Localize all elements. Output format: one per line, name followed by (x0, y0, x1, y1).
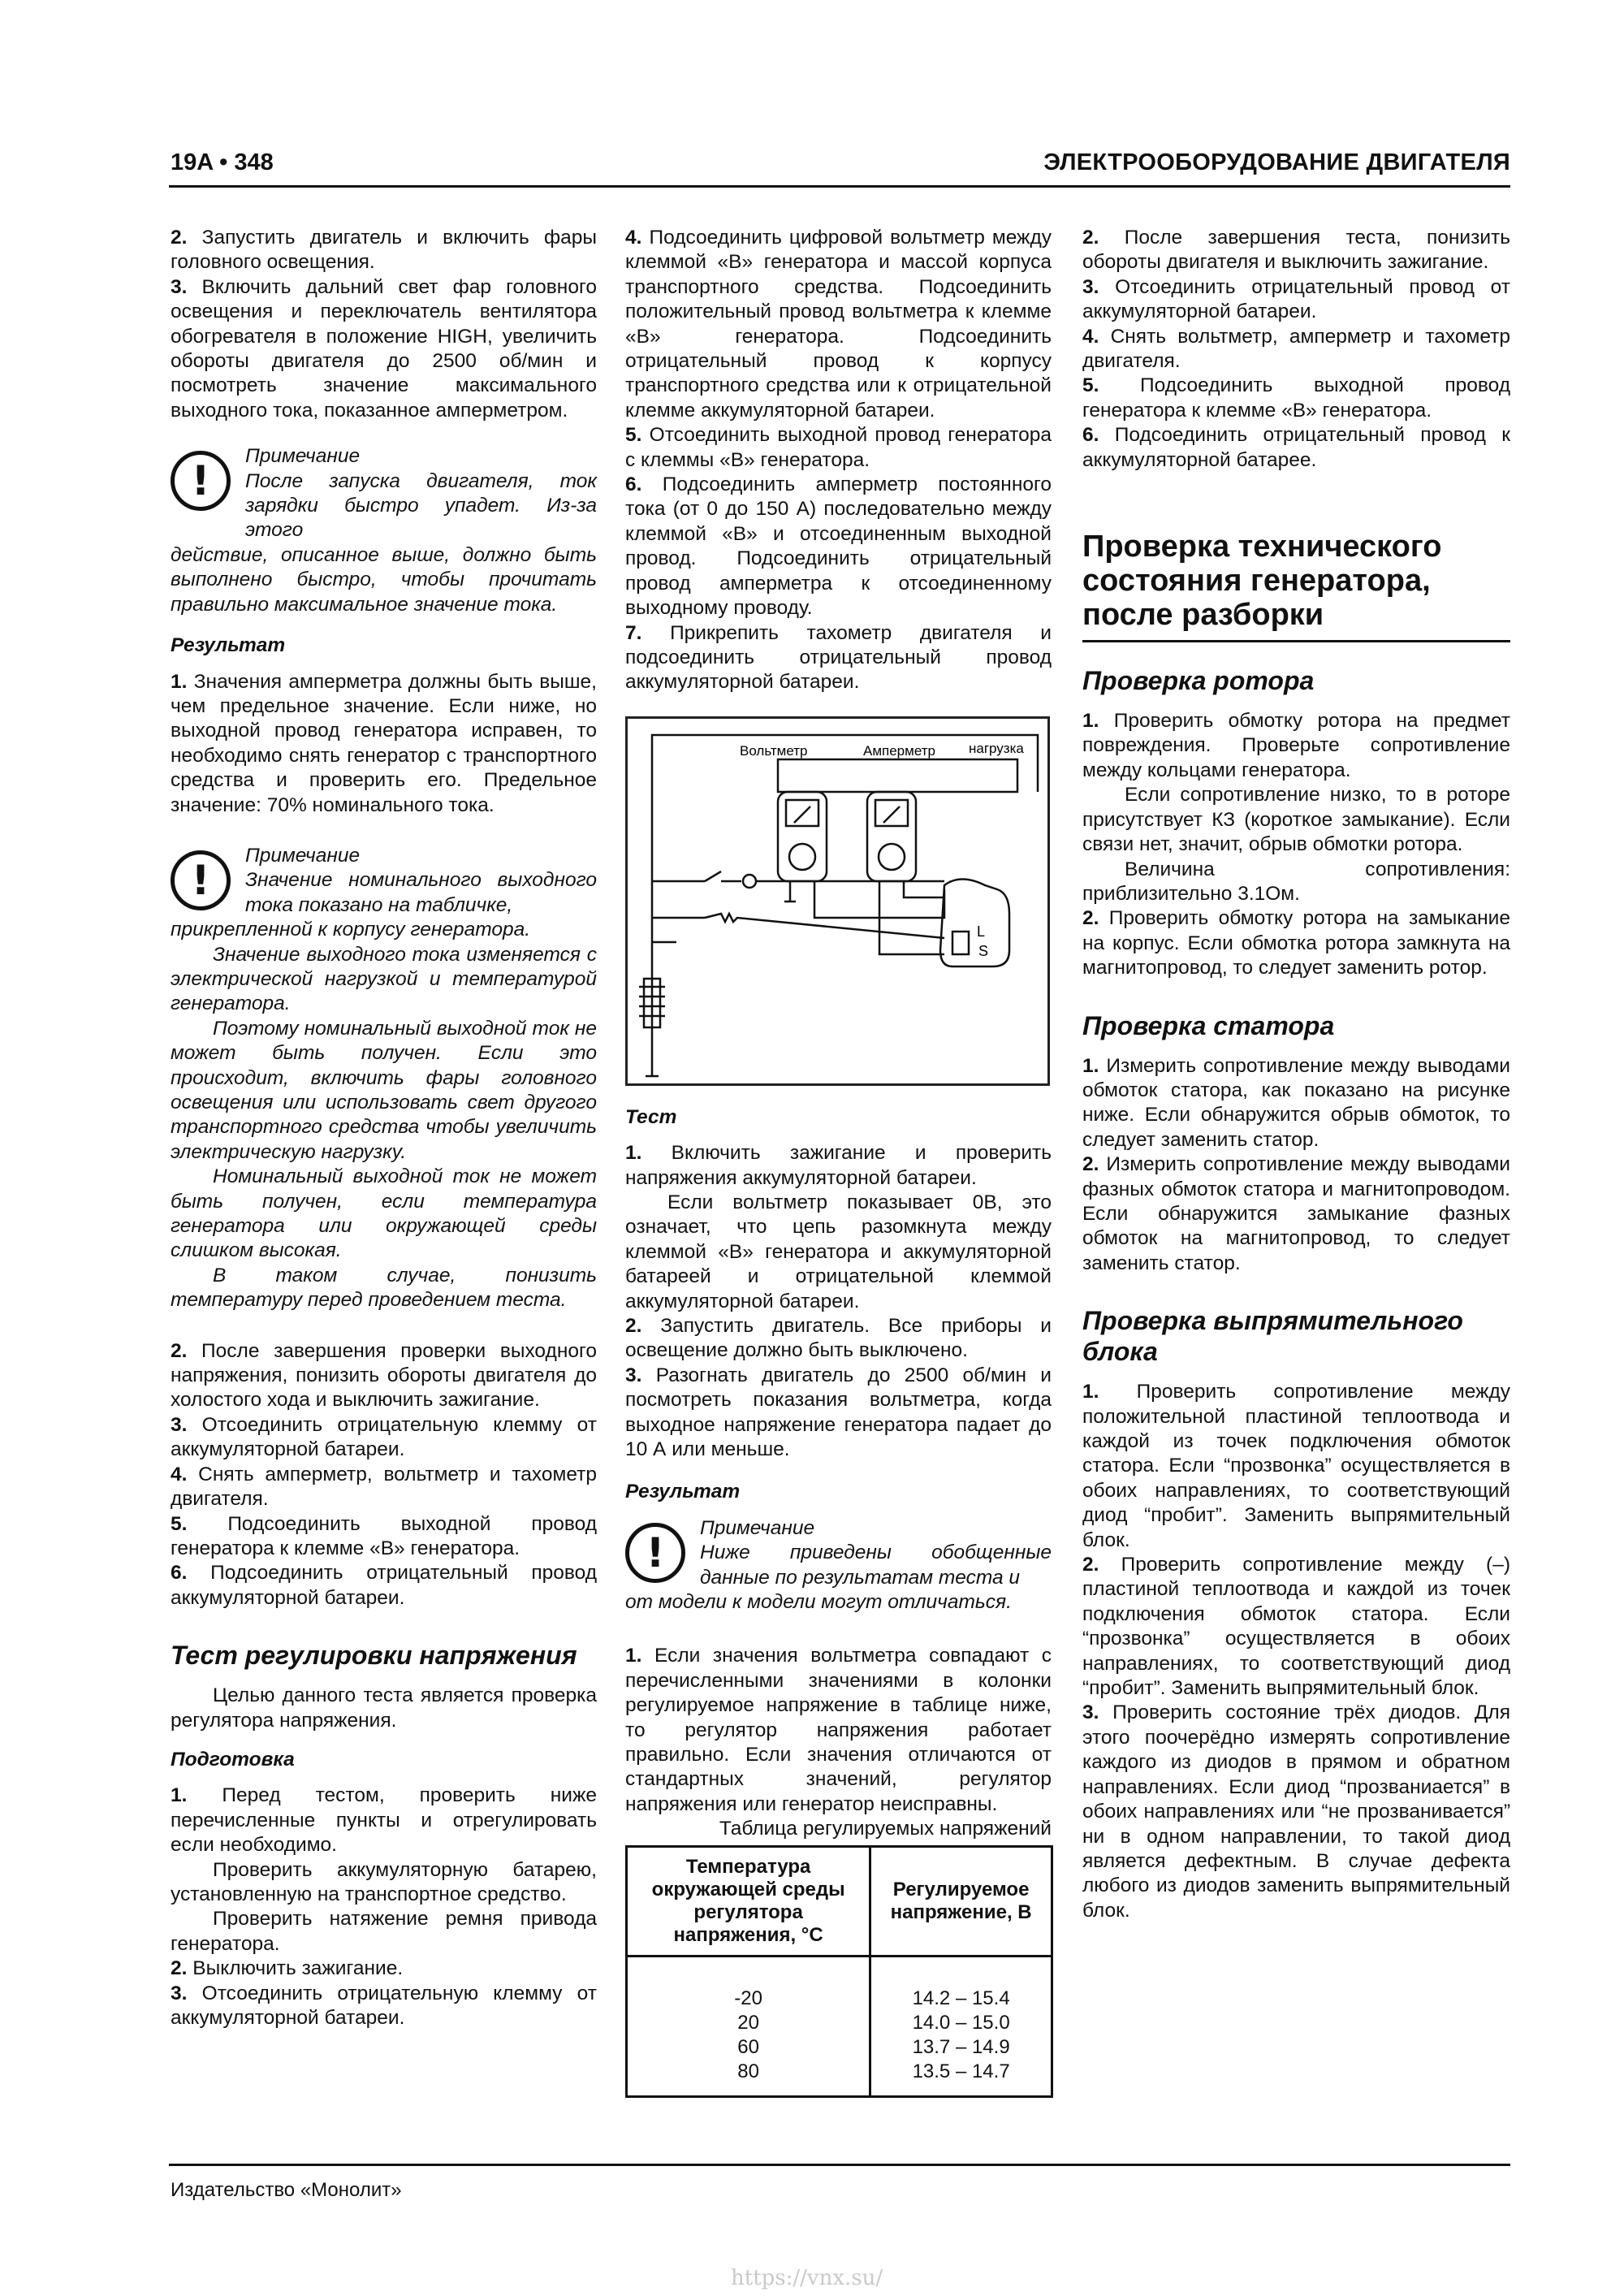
rectifier-1: 1. Проверить сопротивление между положительной пластиной теплоотвода и каждой из точек подключения обмоток статора. Если “прозвонка” осуществляется в обоих направлениях, то соответствующий диод “пробит”. Заменить выпрямительный блок. (1082, 1381, 1510, 1551)
note-text: Поэтому номинальный выходной ток не может быть получен. Если это происходит, включить фары головного освещения или использовать свет другого транспортного средства чтобы увеличить электрическую нагрузку. (171, 1017, 597, 1163)
test-heading: Тест (625, 1105, 677, 1128)
alternator-terminal (952, 932, 969, 954)
prep-1c: Проверить натяжение ремня привода генератора. (171, 1908, 597, 1955)
diagram-wire (652, 735, 1038, 1076)
diagram-box (778, 759, 1017, 792)
stator-heading: Проверка статора (1082, 1010, 1335, 1040)
test-1b: Если вольтметр показывает 0В, это означает, что цепь разомкнута между клеммой «В» генератора и аккумуляторной батареей и отрицательной клеммой аккумуляторной батареи. (625, 1191, 1052, 1312)
switch (705, 871, 721, 881)
note-text: После запуска двигателя, ток зарядки быстро упадет. Из-за этого (245, 469, 597, 542)
ammeter-label: Амперметр (863, 742, 935, 759)
rectifier-2: 2. Проверить сопротивление между (–) пластиной теплоотвода и каждой из точек подключения обмоток статора. Если “прозвонка” осуществляется в обоих направлениях, то соответствующий диод “пробит”. Заменить выпрямительный блок. (1082, 1554, 1510, 1700)
table-cell: 20 (627, 2011, 870, 2035)
prep-1: 1. Перед тестом, проверить ниже перечисленные пункты и отрегулировать если необходимо. (171, 1784, 597, 1857)
column-2 (625, 226, 1052, 2098)
result-heading: Результат (625, 1481, 741, 1503)
rotor-heading: Проверка ротора (1082, 666, 1315, 696)
note-text: Значение номинального выходного тока показано на табличке, (245, 869, 597, 916)
table-cell: 14.0 – 15.0 (870, 2011, 1052, 2035)
rotor-1c: Величина сопротивления: приблизительно 3.1Ом. (1082, 858, 1510, 905)
exclamation-icon: ! (171, 451, 231, 511)
end-step-5: 5. Подсоединить выходной провод генератора к клемме «В» генератора. (1082, 374, 1510, 422)
after-step-5: 5. Подсоединить выходной провод генератора к клемме «В» генератора. (171, 1512, 597, 1559)
table-row (627, 2060, 1052, 2097)
voltmeter-needle (794, 806, 810, 823)
note-text: прикрепленной к корпусу генератора. (171, 919, 531, 941)
end-step-6: 6. Подсоединить отрицательный провод к аккумуляторной батарее. (1082, 424, 1510, 471)
note-text: Номинальный выходной ток не может быть получен, если температура генератора или окружающей среды слишком высокая. (171, 1165, 597, 1262)
ammeter-needle (883, 806, 900, 823)
regulated-voltage-table (625, 1845, 1053, 2098)
test-2: 2. Запустить двигатель. Все приборы и освещение должно быть выключено. (625, 1314, 1052, 1362)
preparation-heading: Подготовка (171, 1748, 295, 1771)
voltmeter-knob (789, 844, 815, 870)
ammeter-knob (879, 844, 905, 870)
column-1 (171, 226, 597, 2030)
step-4: 4. Подсоединить цифровой вольтметр между клеммой «В» генератора и массой корпуса транспортного средства. Подсоединить положительный провод вольтметра к клемме «В» генератора. Подсоединить отрицательный провод к корпусу транспортного средства или к отрицательной клемме аккумуляторной батареи. (625, 227, 1052, 422)
note-title: Примечание (700, 1516, 815, 1539)
result-1: 1. Если значения вольтметра совпадают с перечисленными значениями в колонки регулируемое напряжение в таблице ниже, то регулятор напряжения работает правильно. Если значения отличаются от стандартных значений, регулятор напряжения или генератор неисправны. (625, 1645, 1052, 1815)
note-text: В таком случае, понизить температуру перед проведением теста. (171, 1264, 597, 1312)
note-text: Ниже приведены обобщенные данные по результатам теста и (700, 1541, 1052, 1589)
rectifier-heading: Проверка выпрямительного блока (1082, 1306, 1463, 1367)
voltmeter-label: Вольтметр (740, 742, 808, 759)
note-text: действие, описанное выше, должно быть выполнено быстро, чтобы прочитать правильно максимальное значение тока. (171, 543, 597, 616)
prep-1b: Проверить аккумуляторную батарею, установленную на транспортное средство. (171, 1858, 597, 1905)
exclamation-icon: ! (625, 1523, 685, 1583)
voltage-regulation-test-heading: Тест регулировки напряжения (171, 1641, 577, 1671)
rotor-1b: Если сопротивление низко, то в роторе присутствует КЗ (короткое замыкание). Если связи нет, значит, обрыв обмотки ротора. (1082, 784, 1510, 856)
header-rule (169, 185, 1510, 188)
test-intro: Целью данного теста является проверка регулятора напряжения. (171, 1684, 597, 1732)
end-step-2: 2. После завершения теста, понизить обороты двигателя и выключить зажигание. (1082, 227, 1510, 274)
result-heading: Результат (171, 634, 286, 657)
note-text: Значение выходного тока изменяется с электрической нагрузкой и температурой генератора. (171, 943, 597, 1015)
note-3 (625, 1516, 1052, 1615)
table-caption: Таблица регулируемых напряжений (719, 1818, 1052, 1840)
rotor-1: 1. Проверить обмотку ротора на предмет повреждения. Проверьте сопротивление между кольцами генератора. (1082, 710, 1510, 781)
ammeter-dial (875, 800, 908, 826)
terminal-l-label: L (977, 923, 986, 940)
step-7: 7. Прикрепить тахометр двигателя и подсоединить отрицательный провод аккумуляторной батареи. (625, 621, 1052, 694)
note-title: Примечание (245, 844, 361, 867)
after-step-3: 3. Отсоединить отрицательную клемму от аккумуляторной батареи. (171, 1413, 597, 1461)
watermark: https://vnx.su/ (731, 2266, 883, 2290)
footer-rule (169, 2164, 1510, 2166)
ammeter-lead (904, 881, 944, 897)
end-step-3: 3. Отсоединить отрицательный провод от аккумуляторной батареи. (1082, 275, 1510, 323)
table-cell: 13.7 – 14.9 (870, 2035, 1052, 2060)
after-step-4: 4. Снять амперметр, вольтметр и тахометр двигателя. (171, 1463, 597, 1511)
rectifier-3: 3. Проверить состояние трёх диодов. Для этого поочерёдно измерять сопротивление каждого из диодов в прямом и обратном направлениях. Если диод “прозваниается” в обоих направлениях или “не прозванивается” ни в одном направлении, то такой диод является дефектным. В случае дефекта любого из диодов заменить выпрямительный блок. (1082, 1701, 1510, 1922)
alternator (940, 879, 1009, 966)
table-row (627, 2035, 1052, 2060)
test-3: 3. Разогнать двигатель до 2500 об/мин и посмотреть показания вольтметра, когда выходное напряжение генератора падает до 10 А или меньше. (625, 1364, 1052, 1460)
step-5: 5. Отсоединить выходной провод генератора с клеммы «В» генератора. (625, 424, 1052, 471)
page-number: 19A • 348 (171, 149, 274, 175)
table-row (627, 2011, 1052, 2035)
table-header: Регулируемое напряжение, В (870, 1846, 1052, 1956)
test-1: 1. Включить зажигание и проверить напряжения аккумуляторной батареи. (625, 1142, 1052, 1189)
note-text: от модели к модели могут отличаться. (625, 1591, 1012, 1614)
table-cell: 14.2 – 15.4 (870, 1987, 1052, 2011)
step-2: 2. Запустить двигатель и включить фары головного освещения. (171, 227, 597, 274)
prep-2: 2. Выключить зажигание. (171, 1957, 404, 1980)
voltmeter-dial (786, 800, 818, 826)
result-1: 1. Значения амперметра должны быть выше, чем предельное значение. Если ниже, но выходной провод генератора исправен, то необходимо снять генератор с транспортного средства и проверить его. Предельное значение: 70% номинального тока. (171, 670, 597, 816)
table-row (627, 1987, 1052, 2011)
note-title: Примечание (245, 445, 361, 468)
terminal-s-label: S (978, 942, 989, 959)
prep-3: 3. Отсоединить отрицательную клемму от аккумуляторной батареи. (171, 1982, 597, 2029)
section-title: ЭЛЕКТРООБОРУДОВАНИЕ ДВИГАТЕЛЯ (1043, 149, 1510, 175)
end-step-4: 4. Снять вольтметр, амперметр и тахометр двигателя. (1082, 325, 1510, 373)
note-1 (171, 444, 597, 617)
table-cell: 80 (627, 2060, 870, 2097)
after-step-6: 6. Подсоединить отрицательный провод аккумуляторной батареи. (171, 1562, 597, 1609)
load-label: нагрузка (969, 740, 1024, 756)
rotor-2: 2. Проверить обмотку ротора на замыкание на корпус. Если обмотка ротора замкнута на магнитопровод, то следует заменить ротор. (1082, 907, 1510, 979)
note-2 (171, 844, 597, 1313)
table-cell: 60 (627, 2035, 870, 2060)
table-cell: 13.5 – 14.7 (870, 2060, 1052, 2097)
column-3 (1082, 226, 1510, 1923)
after-step-2: 2. После завершения проверки выходного напряжения, понизить обороты двигателя до холостого хода и выключить зажигание. (171, 1339, 597, 1412)
section-heading: Проверка технического состояния генератора, после разборки (1082, 530, 1510, 642)
stator-2: 2. Измерить сопротивление между выводами фазных обмоток статора и магнитопроводом. Если обнаружится замыкание фазных обмоток на магнитопровод, то следует заменить статор. (1082, 1153, 1510, 1274)
wiring-diagram-svg (628, 719, 1047, 1083)
publisher: Издательство «Монолит» (171, 2179, 402, 2201)
step-6: 6. Подсоединить амперметр постоянного тока (от 0 до 150 А) последовательно между клеммой «В» и отсоединенным выходной провод. Подсоединить отрицательный провод амперметра к отсоединенному выходному проводу. (625, 473, 1052, 620)
exclamation-icon: ! (171, 850, 231, 910)
table-header: Температура окружающей среды регулятора напряжения, °С (627, 1846, 870, 1956)
step-3: 3. Включить дальний свет фар головного освещения и переключатель вентилятора обогревателя в положение HIGH, увеличить обороты двигателя до 2500 об/мин и посмотреть значение максимального выходного тока, показанное амперметром. (171, 275, 597, 422)
wiring-diagram (625, 716, 1050, 1086)
stator-1: 1. Измерить сопротивление между выводами обмоток статора, как показано на рисунке ниже. Если обнаружится обрыв обмоток, то следует заменить статор. (1082, 1054, 1510, 1151)
table-cell: -20 (627, 1987, 870, 2011)
lamp (743, 875, 756, 888)
